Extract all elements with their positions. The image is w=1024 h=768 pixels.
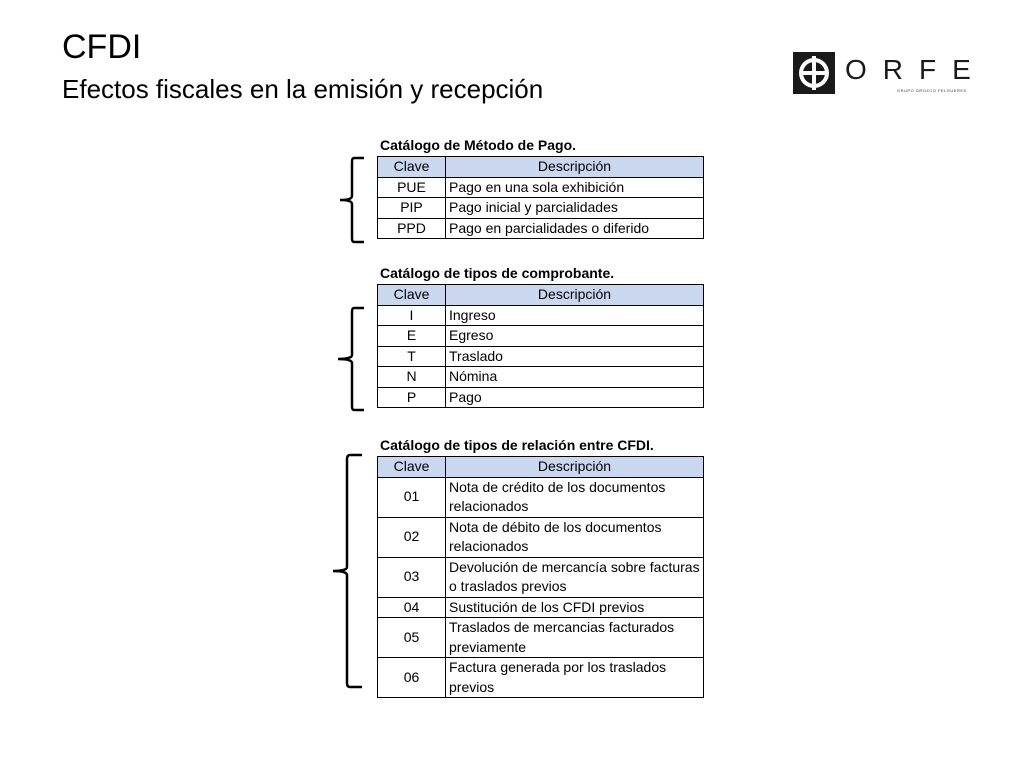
- table-row: [378, 305, 704, 326]
- table-row: [378, 367, 704, 388]
- table-row: [378, 198, 704, 219]
- descripcion-cell: Ingreso: [446, 305, 704, 326]
- catalog-tipos-relacion-table: [377, 456, 704, 698]
- table-row: [378, 177, 704, 198]
- table-row: [378, 658, 704, 698]
- clave-cell: N: [378, 367, 446, 388]
- column-header-descripcion: Descripción: [446, 285, 704, 306]
- descripcion-cell: Pago en una sola exhibición: [446, 177, 704, 198]
- table-row: [378, 517, 704, 557]
- table-row: [378, 218, 704, 239]
- descripcion-cell: Traslados de mercancias facturados previamente: [446, 618, 704, 658]
- clave-cell: 01: [378, 477, 446, 517]
- descripcion-cell: Nómina: [446, 367, 704, 388]
- catalog-tipos-comprobante-title: Catálogo de tipos de comprobante.: [380, 265, 615, 281]
- descripcion-cell: Factura generada por los traslados previos: [446, 658, 704, 698]
- clave-cell: 02: [378, 517, 446, 557]
- brace-left-icon: [330, 453, 364, 689]
- clave-cell: 06: [378, 658, 446, 698]
- clave-cell: P: [378, 387, 446, 408]
- orfe-logo: [793, 52, 987, 98]
- clave-cell: PIP: [378, 198, 446, 219]
- page-title: CFDI: [62, 28, 142, 66]
- clave-cell: PPD: [378, 218, 446, 239]
- page-subtitle: Efectos fiscales en la emisión y recepción: [62, 74, 544, 104]
- clave-cell: 04: [378, 597, 446, 618]
- table-header-row: [378, 285, 704, 306]
- table-row: [378, 326, 704, 347]
- descripcion-cell: Pago: [446, 387, 704, 408]
- table-row: [378, 346, 704, 367]
- clave-cell: I: [378, 305, 446, 326]
- logo-tagline: GRUPO OROZCO FELGUERES: [897, 88, 967, 93]
- column-header-clave: Clave: [378, 457, 446, 478]
- catalog-metodo-pago-title: Catálogo de Método de Pago.: [380, 137, 577, 153]
- catalog-tipos-comprobante-table: [377, 284, 704, 408]
- descripcion-cell: Pago en parcialidades o diferido: [446, 218, 704, 239]
- descripcion-cell: Devolución de mercancía sobre facturas o traslados previos: [446, 557, 704, 597]
- descripcion-cell: Pago inicial y parcialidades: [446, 198, 704, 219]
- table-row: [378, 387, 704, 408]
- column-header-descripcion: Descripción: [446, 457, 704, 478]
- logo-text: ORFE: [845, 54, 987, 85]
- catalog-metodo-pago-table: [377, 156, 704, 239]
- table-row: [378, 557, 704, 597]
- table-row: [378, 597, 704, 618]
- table-row: [378, 618, 704, 658]
- descripcion-cell: Sustitución de los CFDI previos: [446, 597, 704, 618]
- column-header-clave: Clave: [378, 157, 446, 178]
- column-header-descripcion: Descripción: [446, 157, 704, 178]
- brace-left-icon: [336, 156, 366, 244]
- table-header-row: [378, 457, 704, 478]
- clave-cell: E: [378, 326, 446, 347]
- brace-left-icon: [334, 306, 366, 412]
- catalog-tipos-relacion-title: Catálogo de tipos de relación entre CFDI.: [380, 437, 654, 453]
- table-row: [378, 477, 704, 517]
- clave-cell: 03: [378, 557, 446, 597]
- clave-cell: T: [378, 346, 446, 367]
- clave-cell: PUE: [378, 177, 446, 198]
- table-header-row: [378, 157, 704, 178]
- descripcion-cell: Nota de crédito de los documentos relacionados: [446, 477, 704, 517]
- column-header-clave: Clave: [378, 285, 446, 306]
- clave-cell: 05: [378, 618, 446, 658]
- orfe-logo-icon: [793, 52, 835, 94]
- descripcion-cell: Traslado: [446, 346, 704, 367]
- descripcion-cell: Nota de débito de los documentos relacionados: [446, 517, 704, 557]
- descripcion-cell: Egreso: [446, 326, 704, 347]
